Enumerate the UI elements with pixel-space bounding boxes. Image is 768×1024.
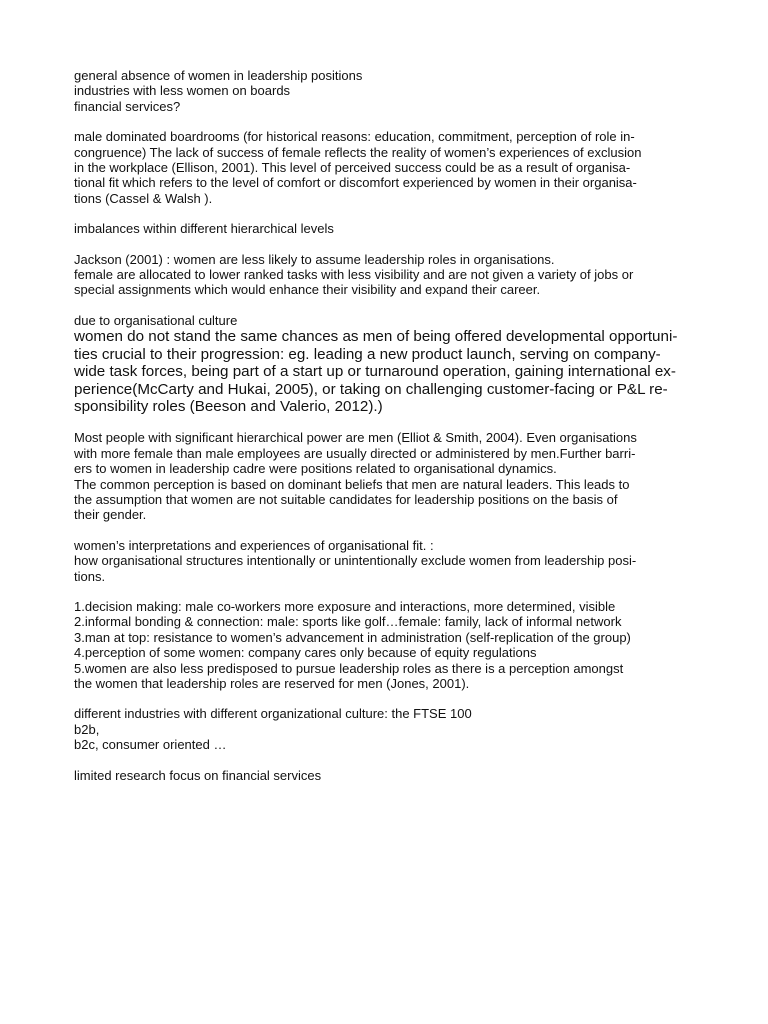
large-text-line: sponsibility roles (Beeson and Valerio, 2012).) (74, 397, 383, 415)
culture-paragraph (74, 313, 704, 415)
large-text-line: ties crucial to their progression: eg. leading a new product launch, serving on company- (74, 345, 661, 363)
text-line: their gender. (74, 507, 147, 523)
text-line: industries with less women on boards (74, 83, 291, 99)
text-line: the assumption that women are not suitable candidates for leadership positions on the basis of (74, 491, 618, 507)
document-page (74, 68, 704, 783)
text-line: women’s interpretations and experiences of organisational fit. : (74, 537, 434, 553)
industries-paragraph (74, 706, 704, 752)
jackson-paragraph (74, 252, 704, 298)
intro-topics (74, 68, 704, 114)
list-item: 2.informal bonding & connection: male: sports like golf…female: family, lack of informal network (74, 614, 622, 630)
text-line: congruence) The lack of success of female reflects the reality of women’s experiences of exclusion (74, 144, 642, 160)
text-line: b2c, consumer oriented … (74, 737, 227, 753)
text-line: male dominated boardrooms (for historical reasons: education, commitment, perception of role in- (74, 129, 635, 145)
text-line: The common perception is based on dominant beliefs that men are natural leaders. This leads to (74, 476, 630, 492)
list-item: 4.perception of some women: company cares only because of equity regulations (74, 645, 537, 661)
text-line: Jackson (2001) : women are less likely to assume leadership roles in organisations. (74, 251, 555, 267)
text-line: ers to women in leadership cadre were positions related to organisational dynamics. (74, 461, 557, 477)
text-line: due to organisational culture (74, 312, 238, 328)
list-item: 1.decision making: male co-workers more exposure and interactions, more determined, visible (74, 598, 616, 614)
boardrooms-paragraph (74, 129, 704, 206)
text-line: limited research focus on financial services (74, 767, 322, 783)
large-text-line: perience(McCarty and Hukai, 2005), or taking on challenging customer-facing or P&L re- (74, 380, 668, 398)
list-item: the women that leadership roles are reserved for men (Jones, 2001). (74, 676, 470, 691)
text-line: special assignments which would enhance their visibility and expand their career. (74, 282, 541, 298)
imbalances-heading (74, 221, 704, 236)
text-line: imbalances within different hierarchical levels (74, 221, 334, 237)
large-text-line: women do not stand the same chances as men of being offered developmental opportuni- (74, 328, 678, 346)
text-line: with more female than male employees are usually directed or administered by men.Further barri- (74, 445, 636, 461)
text-line: tional fit which refers to the level of comfort or discomfort experienced by women in their organisa- (74, 175, 637, 191)
list-item: 5.women are also less predisposed to pursue leadership roles as there is a perception amongst (74, 660, 624, 676)
text-line: tions. (74, 568, 106, 584)
research-focus-line (74, 768, 704, 783)
list-item: 3.man at top: resistance to women’s advancement in administration (self-replication of the group) (74, 629, 631, 645)
text-line: Most people with significant hierarchical power are men (Elliot & Smith, 2004). Even organisations (74, 430, 637, 446)
text-line: financial services? (74, 98, 181, 114)
text-line: b2b, (74, 721, 100, 737)
text-line: tions (Cassel & Walsh ). (74, 190, 213, 206)
numbered-list (74, 599, 704, 691)
text-line: how organisational structures intentionally or unintentionally exclude women from leadership posi- (74, 553, 637, 569)
organisational-fit-paragraph (74, 538, 704, 584)
text-line: different industries with different organizational culture: the FTSE 100 (74, 706, 472, 722)
large-text-line: wide task forces, being part of a start up or turnaround operation, gaining international ex- (74, 363, 676, 381)
text-line: general absence of women in leadership positions (74, 68, 363, 83)
text-line: female are allocated to lower ranked tasks with less visibility and are not given a variety of jobs or (74, 267, 634, 283)
text-line: in the workplace (Ellison, 2001). This level of perceived success could be as a result of organisa- (74, 160, 631, 176)
hierarchical-power-paragraph (74, 430, 704, 522)
